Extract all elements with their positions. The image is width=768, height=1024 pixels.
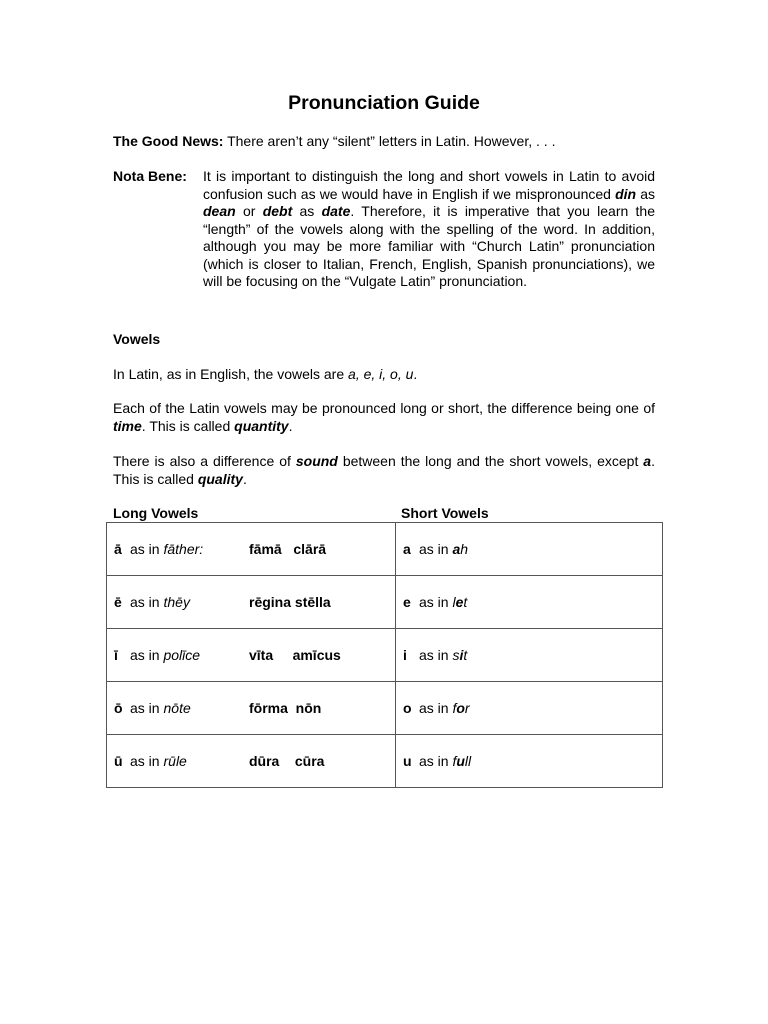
word-part: t [463,647,468,663]
as-in-text: as in [419,700,453,716]
table-row [107,735,663,788]
word-part: f [452,700,457,716]
word-part: h [460,541,469,557]
vowels-intro-text: In Latin, as in English, the vowels are [113,366,349,382]
short-vowel-letter: i [403,647,407,663]
vowels-list: a, e, i, o, u [348,366,414,382]
short-vowel-cell [396,629,663,682]
word-part: r [163,753,169,769]
nota-bene-word: date [321,203,351,219]
long-vowel-cell [107,629,396,682]
nota-bene-text: . Therefore, it is imperative that you learn the “length” of the vowels along with the spelling of the word. In addition, although you may be more familiar with “Church Latin” pronunciation (which is closer to Italian, French, English, Spanish pronunciations), we will be focusing on the “Vulgate Latin” pronunciation. [203,203,655,289]
latin-examples: rēgina stēlla [249,594,331,610]
long-vowel-cell [107,576,396,629]
vowels-heading: Vowels [113,331,161,347]
word-vowel: u [456,753,465,769]
word-vowel: o [456,700,465,716]
nota-bene-word: din [615,185,637,202]
short-vowel-cell [396,682,663,735]
nota-bene-paragraph [203,168,655,291]
good-news-text: There aren’t any “silent” letters in Latin. However, . . . [223,133,556,149]
latin-examples: vīta amīcus [249,647,341,663]
quality-word: quality [197,470,243,487]
short-vowel-letter: u [403,753,412,769]
table-row [107,682,663,735]
long-vowel-letter: ū [114,753,123,769]
word-part: f [452,753,457,769]
nota-bene-text: as [636,185,656,202]
as-in-text: as in [130,753,164,769]
word-vowel: i [459,647,464,663]
quality-text: . [242,470,247,487]
long-vowel-letter: ī [114,647,118,663]
quality-paragraph [113,453,655,488]
word-vowel: ō [171,700,180,716]
as-in-text: as in [130,541,164,557]
as-in-text: as in [130,594,164,610]
word-part: t [463,594,468,610]
word-part: le [175,753,187,769]
as-in-text: as in [419,541,453,557]
short-vowels-header: Short Vowels [401,505,489,521]
long-vowel-example-word [130,541,203,557]
short-vowel-cell [396,576,663,629]
quality-text: There is also a difference of [113,453,296,469]
as-in-text: as in [419,594,453,610]
quantity-word: time [113,417,142,434]
word-part: ce [185,647,201,663]
quantity-paragraph [113,400,655,435]
short-vowel-cell [396,735,663,788]
word-part: s [452,647,460,663]
nota-bene-word: debt [262,203,293,219]
page-title: Pronunciation Guide [288,92,480,114]
long-vowel-cell [107,682,396,735]
word-part: te [179,700,191,716]
short-vowel-cell [396,523,663,576]
nota-bene-word: dean [203,203,236,219]
quality-text: between the long and the short vowels, except [337,453,644,469]
latin-examples: fōrma nōn [249,700,322,716]
word-vowel: ē [175,594,183,610]
word-part: y [182,594,190,610]
quality-word: a [643,453,652,469]
word-vowel: a [452,541,461,557]
short-vowel-letter: a [403,541,411,557]
long-vowels-header: Long Vowels [113,505,199,521]
word-part: ll [464,753,472,769]
table-row [107,576,663,629]
latin-examples: dūra cūra [249,753,325,769]
vowels-table [106,522,663,788]
long-vowel-cell [107,523,396,576]
as-in-text: as in [130,647,164,663]
long-vowel-cell [107,735,396,788]
word-part: f [163,541,168,557]
table-row [107,523,663,576]
long-vowel-letter: ō [114,700,123,716]
word-part: ther: [175,541,204,557]
nota-bene-text: or [235,203,263,219]
word-part: l [452,594,456,610]
word-vowel: e [455,594,464,610]
nota-bene-text: It is important to distinguish the long and short vowels in Latin to avoid confusion such as we would have in English if we mispronounced [203,168,655,202]
word-part: n [163,700,172,716]
as-in-text: as in [419,647,453,663]
as-in-text: as in [130,700,164,716]
long-vowel-example-word [130,594,190,610]
short-vowel-letter: e [403,594,411,610]
quantity-word: quantity [234,417,289,434]
word-part: pol [163,647,183,663]
vowels-intro-paragraph [113,366,655,384]
vowels-intro-end: . [413,366,418,382]
quantity-text: . [288,417,293,434]
quality-word: sound [295,453,338,469]
quantity-text: Each of the Latin vowels may be pronounced long or short, the difference being one of [113,400,655,416]
long-vowel-letter: ā [114,541,122,557]
table-row [107,629,663,682]
word-part: th [163,594,176,610]
good-news-label: The Good News: [113,133,224,149]
nota-bene-text: as [292,203,322,219]
quantity-text: . This is called [141,417,235,434]
word-vowel: ī [182,647,186,663]
long-vowel-example-word [130,647,200,663]
long-vowel-example-word [130,753,187,769]
word-vowel: ā [167,541,176,557]
word-part: r [464,700,470,716]
good-news-paragraph [113,133,655,151]
quality-text: . This is called [113,453,655,487]
short-vowel-letter: o [403,700,412,716]
word-vowel: ū [168,753,176,769]
as-in-text: as in [419,753,453,769]
nota-bene-label: Nota Bene: [113,168,187,184]
long-vowel-letter: ē [114,594,122,610]
latin-examples: fāmā clārā [249,541,327,557]
long-vowel-example-word [130,700,191,716]
